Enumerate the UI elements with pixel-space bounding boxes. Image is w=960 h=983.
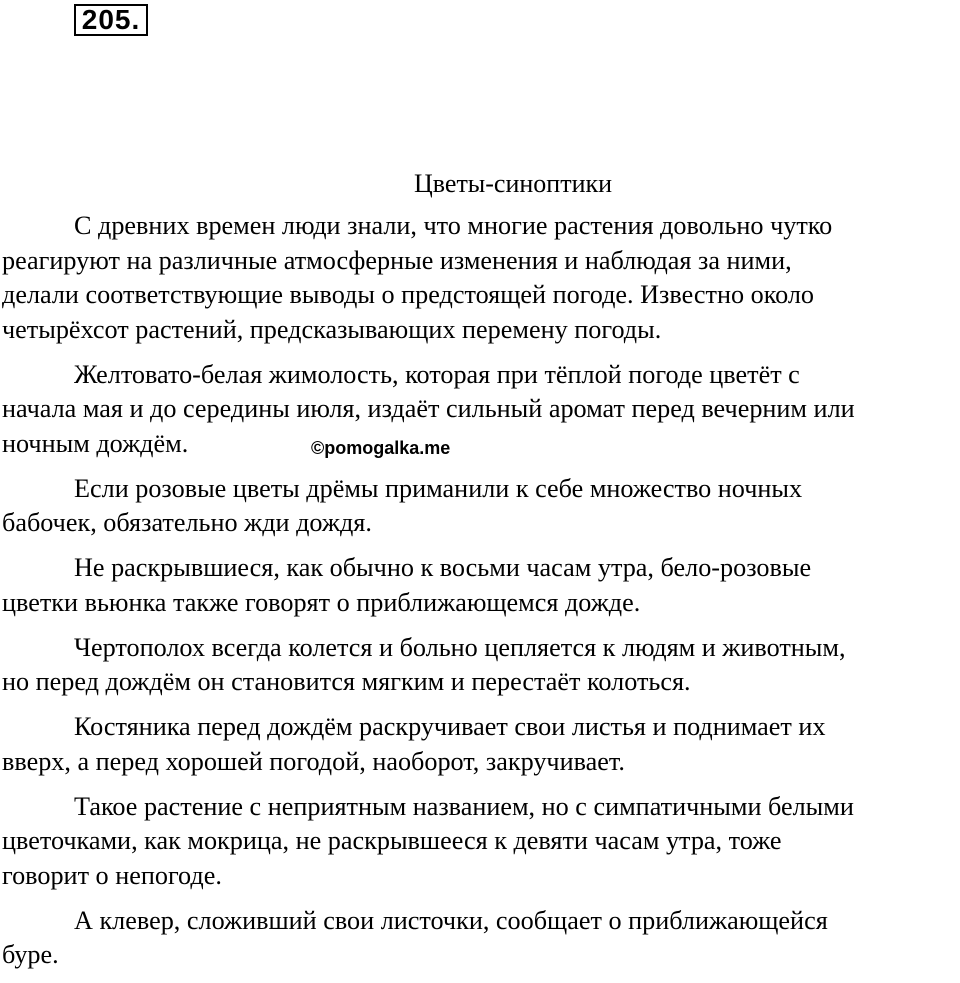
text-line: Не раскрывшиеся, как обычно к восьми часам утра, бело-розовые bbox=[74, 553, 812, 582]
text-line: Если розовые цветы дрёмы приманили к себе множество ночных bbox=[74, 473, 803, 503]
text-line: А клевер, сложивший свои листочки, сообщает о приближающейся bbox=[74, 905, 828, 935]
paragraph-6 bbox=[2, 710, 960, 779]
watermark: ©pomogalka.me bbox=[311, 438, 451, 458]
text-body bbox=[2, 209, 960, 983]
paragraph-7 bbox=[2, 790, 960, 894]
text-line: С древних времен люди знали, что многие растения довольно чутко bbox=[74, 211, 833, 240]
text-line: четырёхсот растений, предсказывающих перемену погоды. bbox=[2, 314, 662, 344]
text-line: буре. bbox=[2, 940, 59, 969]
paragraph-3 bbox=[2, 472, 960, 541]
text-line: но перед дождём он становится мягким и перестаёт колоться. bbox=[2, 667, 691, 696]
text-line: бабочек, обязательно жди дождя. bbox=[2, 508, 372, 537]
paragraph-8 bbox=[2, 904, 960, 973]
paragraph-5 bbox=[2, 631, 960, 700]
text-line: делали соответствующие выводы о предстоящей погоде. Известно около bbox=[2, 280, 815, 309]
paragraph-2 bbox=[2, 358, 960, 462]
exercise-number-box: 205. bbox=[74, 4, 148, 36]
text-line: ночным дождём. bbox=[2, 428, 189, 458]
paragraph-4 bbox=[2, 551, 960, 620]
text-line: говорит о непогоде. bbox=[2, 860, 222, 890]
text-title: Цветы-синоптики bbox=[414, 169, 613, 198]
text-line: реагируют на различные атмосферные изменения и наблюдая за ними, bbox=[2, 245, 792, 275]
text-line: цветки вьюнка также говорят о приближающемся дожде. bbox=[2, 587, 641, 617]
text-line: Чертополох всегда колется и больно цепляется к людям и животным, bbox=[74, 632, 846, 662]
text-line: вверх, а перед хорошей погодой, наоборот, закручивает. bbox=[2, 746, 625, 776]
text-line: Такое растение с неприятным названием, но с симпатичными белыми bbox=[74, 791, 854, 821]
paragraph-1 bbox=[2, 209, 960, 347]
text-line: Костяника перед дождём раскручивает свои листья и поднимает их bbox=[74, 712, 826, 741]
text-line: цветочками, как мокрица, не раскрывшееся к девяти часам утра, тоже bbox=[2, 826, 782, 855]
text-line: начала мая и до середины июля, издаёт сильный аромат перед вечерним или bbox=[2, 394, 855, 423]
text-line: Желтовато-белая жимолость, которая при тёплой погоде цветёт с bbox=[74, 359, 800, 389]
